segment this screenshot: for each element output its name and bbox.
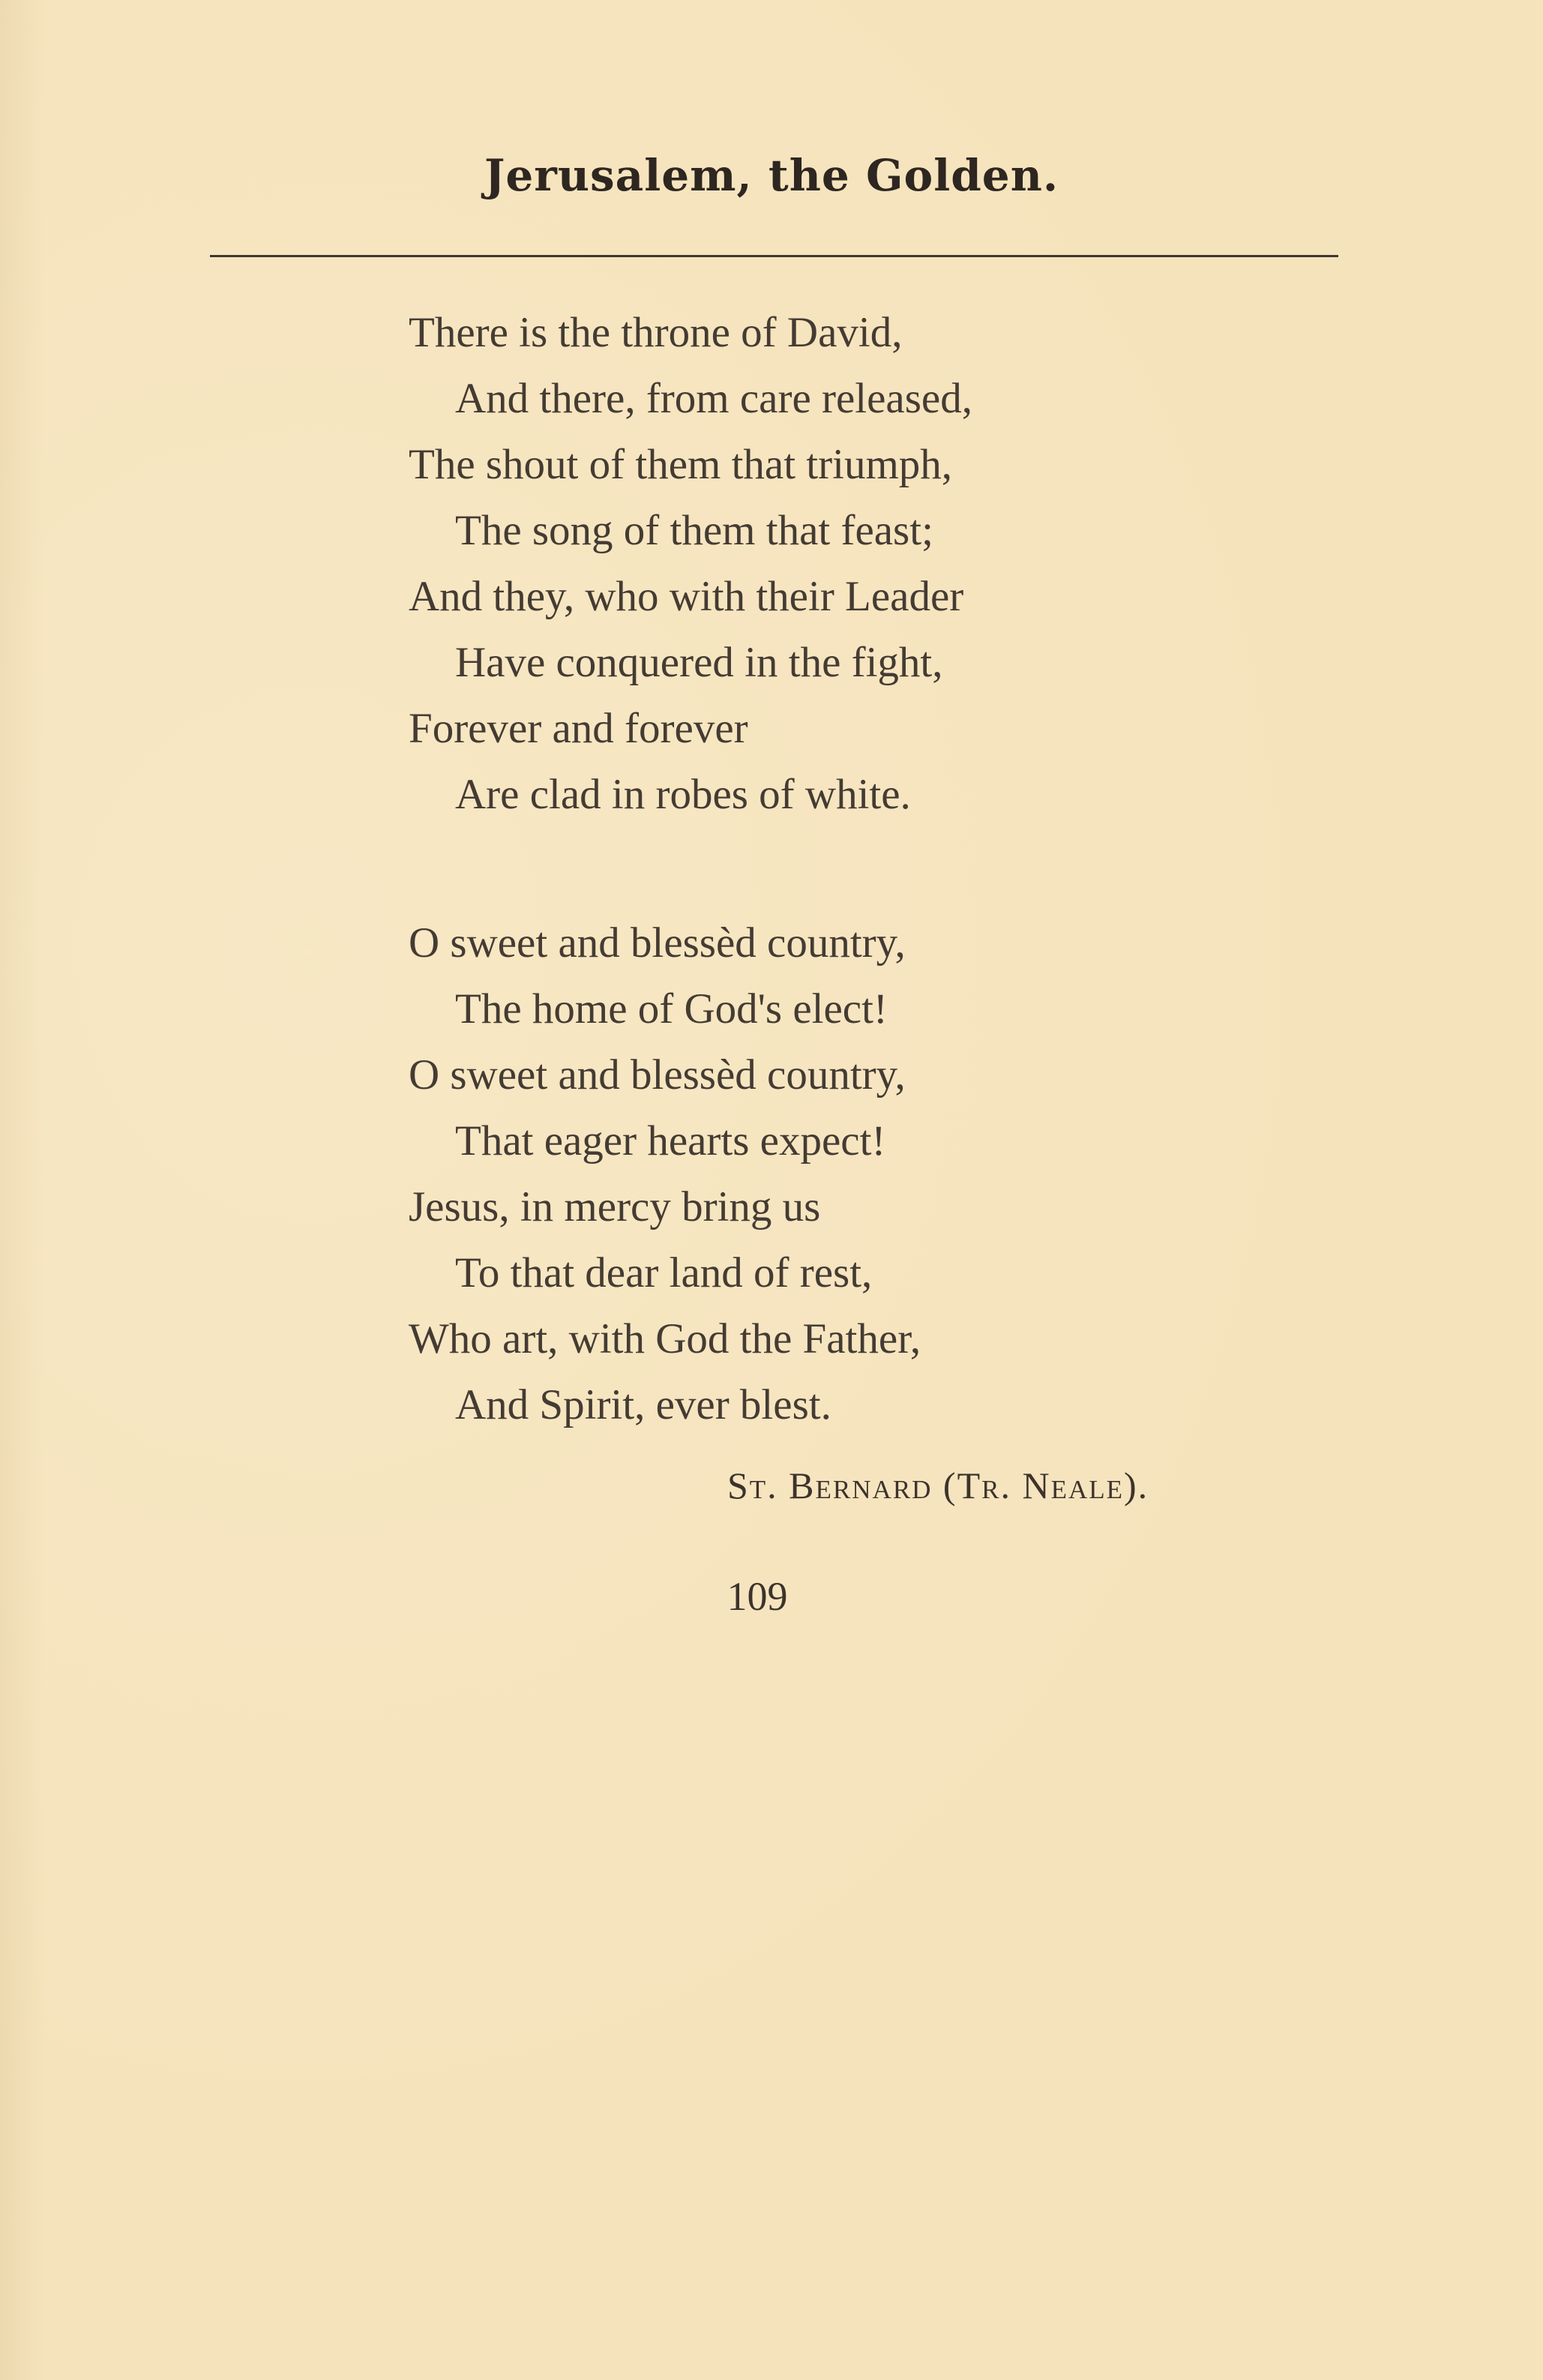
poem-line: The home of God's elect! bbox=[455, 985, 888, 1033]
attribution: St. Bernard (Tr. Neale). bbox=[727, 1464, 1149, 1506]
poem-line: Who art, with God the Father, bbox=[409, 1315, 921, 1362]
stanza-1 bbox=[409, 300, 1383, 828]
running-head: Jerusalem, the Golden. bbox=[484, 150, 1059, 201]
poem-line: There is the throne of David, bbox=[409, 309, 903, 356]
poem-line: And Spirit, ever blest. bbox=[455, 1381, 831, 1428]
poem-line: Are clad in robes of white. bbox=[455, 771, 911, 818]
poem-line: And there, from care released, bbox=[455, 375, 972, 422]
page-number: 109 bbox=[727, 1574, 788, 1619]
poem-line: And they, who with their Leader bbox=[409, 573, 964, 620]
poem-line: To that dear land of rest, bbox=[455, 1249, 873, 1296]
poem-line: O sweet and blessèd country, bbox=[409, 1051, 906, 1099]
header-rule bbox=[210, 255, 1338, 257]
poem-line: Jesus, in mercy bring us bbox=[409, 1183, 821, 1230]
poem-line: O sweet and blessèd country, bbox=[409, 919, 906, 967]
stanza-2 bbox=[409, 910, 1383, 1438]
poem-line: Have conquered in the fight, bbox=[455, 639, 943, 686]
poem-line: The song of them that feast; bbox=[455, 507, 933, 554]
poem-line: That eager hearts expect! bbox=[455, 1117, 886, 1165]
poem-line: The shout of them that triumph, bbox=[409, 441, 953, 488]
poem-line: Forever and forever bbox=[409, 705, 748, 752]
